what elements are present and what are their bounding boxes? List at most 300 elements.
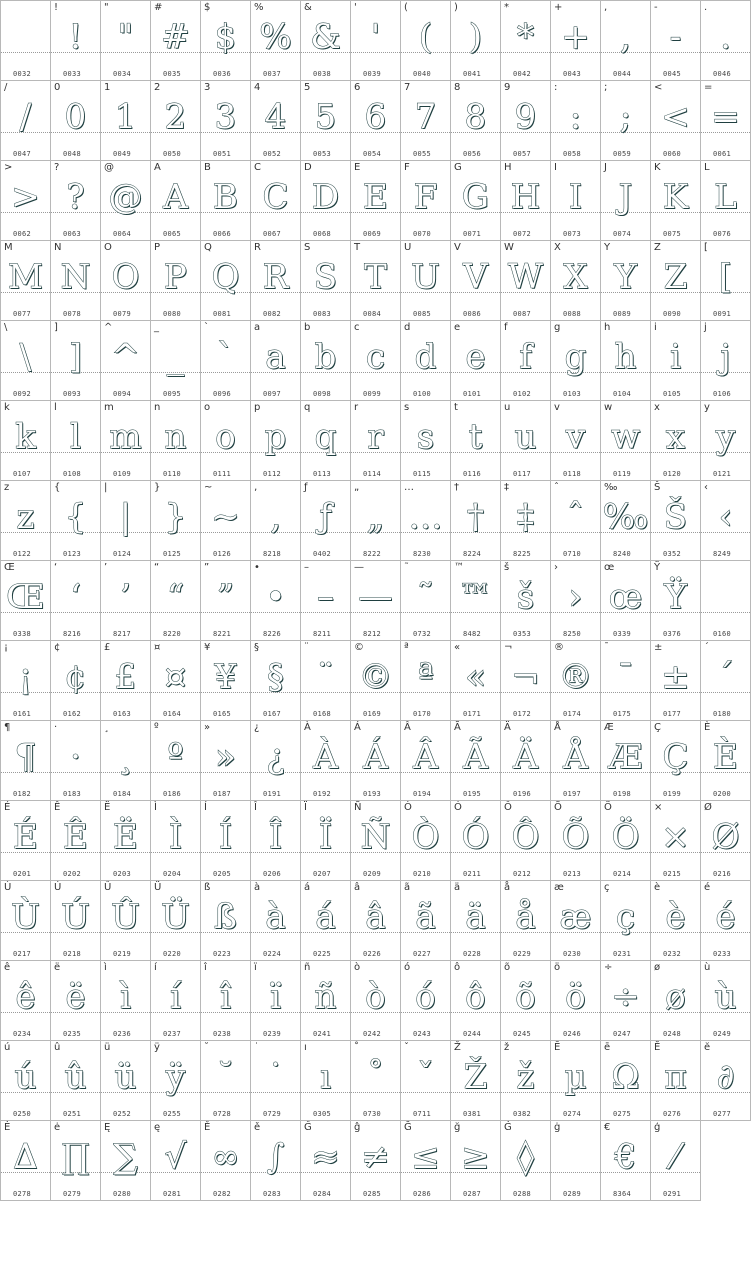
glyph-label: ¨ bbox=[304, 642, 309, 653]
glyph-code: 0165 bbox=[213, 710, 232, 718]
glyph-sample: ö bbox=[565, 977, 586, 1017]
glyph-sample: ˇ bbox=[417, 1057, 434, 1097]
glyph-label: ˇ bbox=[404, 1042, 409, 1053]
glyph-sample: 2 bbox=[164, 97, 187, 137]
glyph-sample: B bbox=[213, 177, 238, 217]
glyph-sample: Ú bbox=[61, 897, 90, 937]
glyph-label: ó bbox=[404, 962, 411, 973]
glyph-code: 0352 bbox=[663, 550, 682, 558]
glyph-code: 8221 bbox=[213, 630, 232, 638]
glyph-label: ¥ bbox=[204, 642, 211, 653]
glyph-sample: Z bbox=[663, 257, 688, 297]
glyph-code: 0226 bbox=[363, 950, 382, 958]
glyph-label: & bbox=[304, 2, 312, 13]
glyph-cell bbox=[401, 81, 451, 161]
glyph-label: T bbox=[354, 242, 361, 253]
glyph-label: e bbox=[454, 322, 461, 333]
glyph-sample: ü bbox=[114, 1057, 137, 1097]
glyph-cell bbox=[401, 1041, 451, 1121]
glyph-label: - bbox=[654, 2, 658, 13]
glyph-cell bbox=[301, 721, 351, 801]
glyph-code: 0229 bbox=[513, 950, 532, 958]
glyph-sample: ∂ bbox=[716, 1057, 735, 1097]
glyph-code: 0245 bbox=[513, 1030, 532, 1038]
glyph-code: 8216 bbox=[63, 630, 82, 638]
glyph-sample: @ bbox=[108, 177, 143, 217]
glyph-sample: Ò bbox=[411, 817, 440, 857]
glyph-code: 0382 bbox=[513, 1110, 532, 1118]
glyph-label: ˜ bbox=[404, 562, 409, 573]
glyph-code: 0728 bbox=[213, 1110, 232, 1118]
glyph-sample: à bbox=[265, 897, 286, 937]
glyph-label: Ñ bbox=[354, 802, 362, 813]
glyph-cell bbox=[601, 641, 651, 721]
glyph-cell bbox=[301, 561, 351, 641]
glyph-cell bbox=[551, 401, 601, 481]
glyph-label: ' bbox=[354, 2, 357, 13]
glyph-code: 0057 bbox=[513, 150, 532, 158]
glyph-label: À bbox=[304, 722, 311, 733]
glyph-code: 0184 bbox=[113, 790, 132, 798]
glyph-sample: Ç bbox=[662, 737, 689, 777]
glyph-cell bbox=[451, 401, 501, 481]
glyph-label: Î bbox=[254, 802, 257, 813]
glyph-label: ; bbox=[604, 82, 608, 93]
glyph-cell bbox=[301, 1041, 351, 1121]
glyph-code: 0035 bbox=[163, 70, 182, 78]
glyph-sample: š bbox=[516, 577, 535, 617]
glyph-label: 6 bbox=[354, 82, 361, 93]
glyph-sample: ; bbox=[619, 97, 632, 137]
glyph-cell bbox=[701, 1, 751, 81]
glyph-cell bbox=[451, 321, 501, 401]
glyph-cell bbox=[351, 721, 401, 801]
glyph-sample: < bbox=[661, 97, 690, 137]
glyph-cell bbox=[401, 961, 451, 1041]
glyph-cell bbox=[651, 321, 701, 401]
glyph-cell bbox=[551, 961, 601, 1041]
glyph-code: 0051 bbox=[213, 150, 232, 158]
glyph-label: « bbox=[454, 642, 461, 653]
glyph-cell bbox=[251, 881, 301, 961]
glyph-cell bbox=[451, 721, 501, 801]
glyph-code: 0094 bbox=[113, 390, 132, 398]
glyph-code: 0112 bbox=[263, 470, 282, 478]
glyph-sample: Ö bbox=[611, 817, 640, 857]
glyph-code: 8217 bbox=[113, 630, 132, 638]
glyph-sample: Ó bbox=[461, 817, 490, 857]
glyph-sample: ~ bbox=[211, 497, 240, 537]
glyph-code: 0124 bbox=[113, 550, 132, 558]
glyph-cell bbox=[301, 81, 351, 161]
glyph-cell bbox=[101, 561, 151, 641]
glyph-cell bbox=[301, 481, 351, 561]
glyph-label: V bbox=[454, 242, 461, 253]
glyph-cell bbox=[51, 481, 101, 561]
glyph-sample: } bbox=[164, 497, 187, 537]
glyph-cell bbox=[201, 641, 251, 721]
glyph-label: b bbox=[304, 322, 311, 333]
glyph-cell bbox=[351, 401, 401, 481]
glyph-cell bbox=[651, 81, 701, 161]
glyph-label: ž bbox=[504, 1042, 510, 1053]
glyph-code: 0095 bbox=[163, 390, 182, 398]
glyph-code: 0250 bbox=[13, 1110, 32, 1118]
glyph-label: ˙ bbox=[254, 1042, 259, 1053]
glyph-sample: ı bbox=[320, 1057, 331, 1097]
glyph-code: 0214 bbox=[613, 870, 632, 878]
glyph-label: " bbox=[104, 2, 109, 13]
glyph-cell bbox=[101, 1, 151, 81]
glyph-label: œ bbox=[604, 562, 615, 573]
glyph-code: 0045 bbox=[663, 70, 682, 78]
glyph-sample: _ bbox=[167, 337, 184, 377]
glyph-code: 8249 bbox=[713, 550, 732, 558]
glyph-cell bbox=[1, 481, 51, 561]
glyph-code: 0039 bbox=[363, 70, 382, 78]
glyph-label: ^ bbox=[104, 322, 113, 333]
glyph-cell bbox=[401, 161, 451, 241]
glyph-cell bbox=[101, 1121, 151, 1201]
glyph-code: 0175 bbox=[613, 710, 632, 718]
glyph-label: : bbox=[554, 82, 558, 93]
glyph-code: 0172 bbox=[513, 710, 532, 718]
glyph-label: * bbox=[504, 2, 509, 13]
glyph-sample: ˆ bbox=[567, 497, 584, 537]
glyph-sample: x bbox=[665, 417, 686, 457]
glyph-cell bbox=[151, 881, 201, 961]
glyph-label: è bbox=[654, 882, 661, 893]
glyph-code: 0068 bbox=[313, 230, 332, 238]
glyph-label: h bbox=[604, 322, 611, 333]
glyph-sample: Ñ bbox=[360, 817, 391, 857]
glyph-sample: æ bbox=[559, 897, 592, 937]
glyph-sample: ◊ bbox=[517, 1137, 534, 1177]
glyph-label: “ bbox=[154, 562, 160, 573]
glyph-sample: ∞ bbox=[211, 1137, 240, 1177]
glyph-label: K bbox=[654, 162, 661, 173]
glyph-cell bbox=[51, 161, 101, 241]
glyph-label: 8 bbox=[454, 82, 461, 93]
glyph-sample: n bbox=[164, 417, 187, 457]
glyph-sample: Í bbox=[218, 817, 233, 857]
glyph-code: 0044 bbox=[613, 70, 632, 78]
glyph-code: 0195 bbox=[463, 790, 482, 798]
glyph-code: 0243 bbox=[413, 1030, 432, 1038]
glyph-code: 0237 bbox=[163, 1030, 182, 1038]
glyph-code: 0201 bbox=[13, 870, 32, 878]
glyph-sample: ê bbox=[15, 977, 36, 1017]
glyph-code: 0180 bbox=[713, 710, 732, 718]
glyph-sample: å bbox=[515, 897, 536, 937]
glyph-cell bbox=[51, 961, 101, 1041]
glyph-code: 0065 bbox=[163, 230, 182, 238]
glyph-code: 0099 bbox=[363, 390, 382, 398]
glyph-cell bbox=[351, 321, 401, 401]
glyph-cell bbox=[401, 641, 451, 721]
glyph-code: 0118 bbox=[563, 470, 582, 478]
glyph-code: 0729 bbox=[263, 1110, 282, 1118]
glyph-label: ú bbox=[4, 1042, 11, 1053]
glyph-cell bbox=[251, 961, 301, 1041]
glyph-cell bbox=[101, 81, 151, 161]
glyph-sample: Æ bbox=[608, 737, 643, 777]
glyph-cell bbox=[1, 801, 51, 881]
glyph-cell bbox=[501, 641, 551, 721]
glyph-code: 0215 bbox=[663, 870, 682, 878]
glyph-cell bbox=[151, 161, 201, 241]
glyph-sample: ñ bbox=[314, 977, 337, 1017]
glyph-sample: √ bbox=[164, 1137, 187, 1177]
glyph-code: 0255 bbox=[163, 1110, 182, 1118]
glyph-cell bbox=[401, 401, 451, 481]
glyph-cell bbox=[651, 561, 701, 641]
glyph-label: ± bbox=[654, 642, 663, 653]
glyph-code: 0231 bbox=[613, 950, 632, 958]
glyph-sample: E bbox=[363, 177, 388, 217]
glyph-cell bbox=[151, 241, 201, 321]
glyph-cell bbox=[601, 721, 651, 801]
glyph-sample: … bbox=[408, 497, 443, 537]
glyph-label: Ô bbox=[504, 802, 512, 813]
glyph-sample: V bbox=[463, 257, 488, 297]
glyph-code: 8240 bbox=[613, 550, 632, 558]
glyph-code: 0204 bbox=[163, 870, 182, 878]
glyph-code: 0060 bbox=[663, 150, 682, 158]
glyph-label: t bbox=[454, 402, 458, 413]
glyph-sample: f bbox=[519, 337, 532, 377]
glyph-label: ç bbox=[604, 882, 610, 893]
glyph-sample: ⁄ bbox=[672, 1137, 679, 1177]
glyph-cell bbox=[351, 161, 401, 241]
glyph-cell bbox=[251, 81, 301, 161]
glyph-cell bbox=[151, 721, 201, 801]
glyph-label: ‡ bbox=[504, 482, 509, 493]
glyph-label: l bbox=[54, 402, 57, 413]
glyph-label: F bbox=[404, 162, 410, 173]
glyph-sample: í bbox=[170, 977, 181, 1017]
glyph-label: [ bbox=[704, 242, 708, 253]
glyph-sample: « bbox=[465, 657, 486, 697]
glyph-cell bbox=[51, 561, 101, 641]
glyph-cell bbox=[51, 241, 101, 321]
glyph-sample: Œ bbox=[6, 577, 45, 617]
glyph-cell bbox=[401, 1, 451, 81]
glyph-sample: × bbox=[661, 817, 690, 857]
glyph-code: 0275 bbox=[613, 1110, 632, 1118]
glyph-label: $ bbox=[204, 2, 211, 13]
glyph-cell bbox=[601, 161, 651, 241]
glyph-cell bbox=[501, 721, 551, 801]
glyph-sample: t bbox=[468, 417, 483, 457]
glyph-label: ´ bbox=[704, 642, 709, 653]
glyph-label: g bbox=[554, 322, 561, 333]
glyph-sample: Ü bbox=[161, 897, 190, 937]
glyph-cell bbox=[251, 481, 301, 561]
glyph-sample: ’ bbox=[120, 577, 131, 617]
glyph-label: = bbox=[704, 82, 713, 93]
glyph-cell bbox=[51, 81, 101, 161]
glyph-label: Ã bbox=[454, 722, 461, 733]
glyph-cell bbox=[551, 1121, 601, 1201]
glyph-code: 0073 bbox=[563, 230, 582, 238]
glyph-cell bbox=[201, 241, 251, 321]
glyph-code: 0052 bbox=[263, 150, 282, 158]
glyph-cell bbox=[301, 801, 351, 881]
glyph-cell bbox=[301, 881, 351, 961]
glyph-label: — bbox=[354, 562, 364, 573]
glyph-label: ġ bbox=[554, 1122, 561, 1133]
glyph-label: 3 bbox=[204, 82, 211, 93]
glyph-sample: ∏ bbox=[61, 1137, 90, 1177]
glyph-code: 0103 bbox=[563, 390, 582, 398]
glyph-label: ‘ bbox=[54, 562, 58, 573]
glyph-cell bbox=[601, 801, 651, 881]
glyph-cell bbox=[251, 1121, 301, 1201]
glyph-code: 0076 bbox=[713, 230, 732, 238]
glyph-label: % bbox=[254, 2, 264, 13]
glyph-label: ¶ bbox=[4, 722, 11, 733]
glyph-code: 0233 bbox=[713, 950, 732, 958]
glyph-sample: ƒ bbox=[319, 497, 332, 537]
glyph-cell bbox=[1, 321, 51, 401]
glyph-code: 0202 bbox=[63, 870, 82, 878]
glyph-code: 0047 bbox=[13, 150, 32, 158]
glyph-sample: H bbox=[510, 177, 541, 217]
glyph-cell bbox=[701, 1041, 751, 1121]
glyph-code: 0277 bbox=[713, 1110, 732, 1118]
glyph-sample: + bbox=[561, 17, 590, 57]
glyph-sample: › bbox=[568, 577, 583, 617]
glyph-code: 0115 bbox=[413, 470, 432, 478]
glyph-cell bbox=[351, 881, 401, 961]
glyph-cell bbox=[251, 801, 301, 881]
glyph-sample: ™ bbox=[458, 577, 493, 617]
glyph-cell bbox=[501, 801, 551, 881]
glyph-sample: ‚ bbox=[270, 497, 281, 537]
glyph-code: 0085 bbox=[413, 310, 432, 318]
glyph-label: ê bbox=[4, 962, 11, 973]
glyph-sample: ô bbox=[465, 977, 486, 1017]
glyph-label: ! bbox=[54, 2, 59, 13]
glyph-label: Š bbox=[654, 482, 661, 493]
glyph-cell bbox=[301, 321, 351, 401]
glyph-sample: ó bbox=[415, 977, 436, 1017]
glyph-label: ÷ bbox=[604, 962, 613, 973]
glyph-sample: ¨ bbox=[317, 657, 334, 697]
glyph-cell bbox=[451, 81, 501, 161]
glyph-sample: N bbox=[60, 257, 91, 297]
glyph-cell bbox=[401, 1121, 451, 1201]
glyph-cell bbox=[1, 721, 51, 801]
glyph-label: _ bbox=[154, 322, 159, 333]
glyph-cell bbox=[501, 1121, 551, 1201]
glyph-label: È bbox=[704, 722, 711, 733]
glyph-sample: ¬ bbox=[511, 657, 540, 697]
glyph-cell bbox=[201, 1, 251, 81]
glyph-label: , bbox=[604, 2, 608, 13]
glyph-sample: $ bbox=[214, 17, 237, 57]
glyph-sample: ® bbox=[558, 657, 593, 697]
glyph-label: m bbox=[104, 402, 114, 413]
glyph-cell bbox=[651, 881, 701, 961]
glyph-code: 0199 bbox=[663, 790, 682, 798]
glyph-sample: 7 bbox=[414, 97, 437, 137]
glyph-label: ¿ bbox=[254, 722, 260, 733]
glyph-cell bbox=[501, 161, 551, 241]
glyph-label: p bbox=[254, 402, 261, 413]
glyph-sample: 6 bbox=[364, 97, 387, 137]
glyph-cell bbox=[351, 481, 401, 561]
glyph-cell bbox=[1, 241, 51, 321]
glyph-code: 0160 bbox=[713, 630, 732, 638]
glyph-sample: Ø bbox=[711, 817, 740, 857]
glyph-label: y bbox=[704, 402, 710, 413]
glyph-sample: h bbox=[614, 337, 637, 377]
glyph-sample: € bbox=[614, 1137, 637, 1177]
glyph-code: 0217 bbox=[13, 950, 32, 958]
glyph-label: L bbox=[704, 162, 710, 173]
glyph-cell bbox=[101, 881, 151, 961]
glyph-label: ĝ bbox=[354, 1122, 361, 1133]
glyph-cell bbox=[1, 881, 51, 961]
glyph-sample: ^ bbox=[111, 337, 140, 377]
glyph-code: 0053 bbox=[313, 150, 332, 158]
glyph-sample: ´ bbox=[717, 657, 734, 697]
glyph-label: î bbox=[204, 962, 207, 973]
glyph-sample: ø bbox=[665, 977, 686, 1017]
glyph-code: 0281 bbox=[163, 1190, 182, 1198]
glyph-code: 0080 bbox=[163, 310, 182, 318]
glyph-sample: 4 bbox=[264, 97, 287, 137]
glyph-cell bbox=[251, 241, 301, 321]
glyph-label: ] bbox=[54, 322, 58, 333]
glyph-cell bbox=[151, 961, 201, 1041]
glyph-sample: ¶ bbox=[14, 737, 37, 777]
glyph-label: Ě bbox=[204, 1122, 211, 1133]
glyph-sample: ˜ bbox=[417, 577, 434, 617]
glyph-label: r bbox=[354, 402, 359, 413]
glyph-cell bbox=[651, 481, 701, 561]
glyph-cell bbox=[501, 961, 551, 1041]
glyph-sample: ¯ bbox=[617, 657, 634, 697]
glyph-code: 0092 bbox=[13, 390, 32, 398]
glyph-sample: b bbox=[314, 337, 337, 377]
glyph-cell bbox=[451, 961, 501, 1041]
glyph-label: ģ bbox=[654, 1122, 661, 1133]
glyph-sample: Ì bbox=[168, 817, 183, 857]
glyph-label: © bbox=[354, 642, 364, 653]
glyph-cell bbox=[551, 1, 601, 81]
glyph-sample: ` bbox=[217, 337, 234, 377]
glyph-label: Á bbox=[354, 722, 361, 733]
glyph-code: 0110 bbox=[163, 470, 182, 478]
glyph-label: ô bbox=[454, 962, 461, 973]
glyph-cell bbox=[301, 161, 351, 241]
glyph-cell bbox=[201, 801, 251, 881]
glyph-sample: é bbox=[715, 897, 736, 937]
glyph-sample: Á bbox=[363, 737, 388, 777]
glyph-cell bbox=[601, 1, 651, 81]
glyph-cell bbox=[1, 641, 51, 721]
glyph-sample: Ô bbox=[511, 817, 540, 857]
glyph-sample: © bbox=[358, 657, 393, 697]
glyph-sample: ã bbox=[415, 897, 436, 937]
glyph-code: 0071 bbox=[463, 230, 482, 238]
glyph-sample: = bbox=[711, 97, 740, 137]
glyph-sample: ∫ bbox=[266, 1137, 285, 1177]
glyph-cell bbox=[701, 801, 751, 881]
